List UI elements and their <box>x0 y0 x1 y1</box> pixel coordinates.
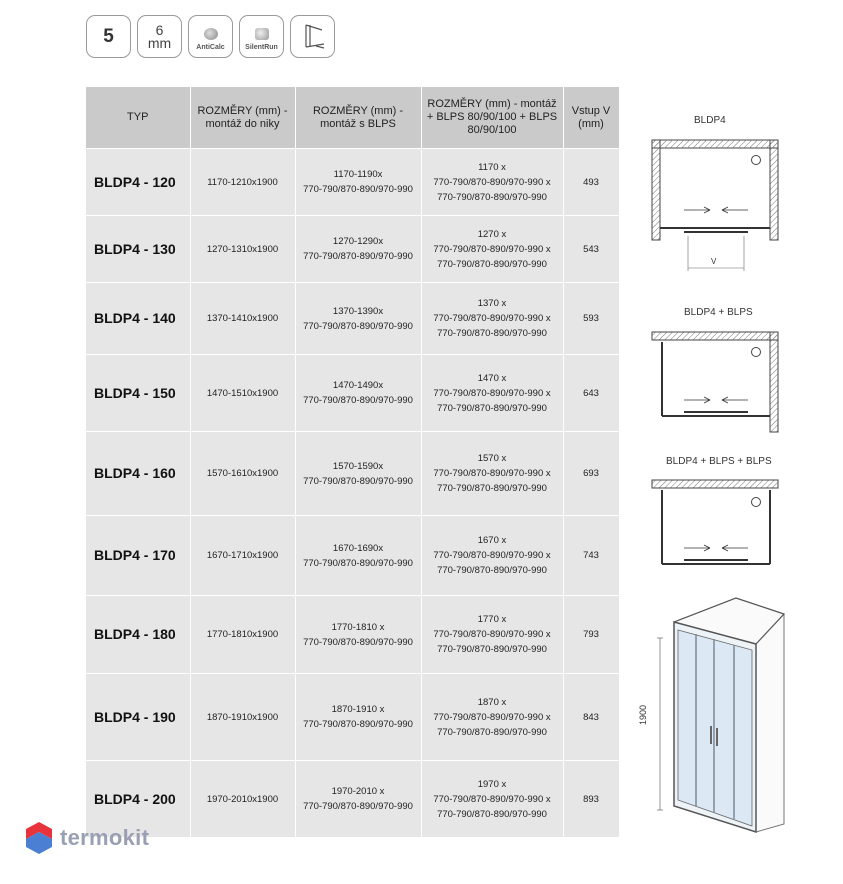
cell-niky: 1870-1910x1900 <box>190 674 295 761</box>
cell-line: 770-790/870-890/970-990 <box>303 395 413 406</box>
diagram-bldp4 <box>648 136 784 276</box>
cell-line: 770-790/870-890/970-990 <box>303 320 413 332</box>
termokit-logo-text: termokit <box>60 825 150 850</box>
cell-line: 770-790/870-890/970-990 <box>437 644 547 655</box>
cell-line: 770-790/870-890/970-990 <box>437 483 547 494</box>
cell-vstup: 593 <box>563 283 619 355</box>
cell-blps2 <box>421 761 563 838</box>
cell-line: 1170 x <box>478 161 506 173</box>
cell-line: 770-790/870-890/970-990 <box>437 328 547 339</box>
cell-line: 770-790/870-890/970-990 x <box>433 793 551 805</box>
cell-line: 1870 x <box>477 696 507 708</box>
cell-line: 770-790/870-890/970-990 <box>437 402 547 414</box>
cell-typ: BLDP4 - 160 <box>86 432 190 516</box>
header-blps2: ROZMĚRY (mm) - montáž + BLPS 80/90/100 + BLPS 80/90/100 <box>421 87 563 149</box>
cell-line: 770-790/870-890/970-990 <box>303 719 413 730</box>
cell-blps <box>295 674 421 761</box>
doors-count-badge <box>86 15 131 58</box>
sliding-door-icon <box>298 22 328 52</box>
cell-line: 770-790/870-890/970-990 <box>303 251 413 262</box>
table-row <box>86 674 619 761</box>
cell-line: 770-790/870-890/970-990 <box>303 184 413 195</box>
doors-count: 5 <box>103 25 114 47</box>
cell-vstup: 793 <box>563 596 619 674</box>
cell-line: 770-790/870-890/970-990 <box>437 808 547 820</box>
cell-blps2 <box>421 355 563 432</box>
cell-line: 770-790/870-890/970-990 <box>437 258 547 270</box>
table-row <box>86 432 619 516</box>
cell-line: 770-790/870-890/970-990 x <box>433 176 551 188</box>
cell-line: 770-790/870-890/970-990 x <box>433 387 551 399</box>
cell-blps <box>295 596 421 674</box>
silentrun-label: SilentRun <box>245 44 278 51</box>
cell-blps <box>295 149 421 216</box>
cell-typ: BLDP4 - 140 <box>86 283 190 355</box>
diagram-label-bldp4: BLDP4 <box>694 115 726 126</box>
cell-vstup: 543 <box>563 216 619 283</box>
table-row <box>86 355 619 432</box>
cell-vstup: 643 <box>563 355 619 432</box>
cell-line: 770-790/870-890/970-990 <box>437 726 547 738</box>
cell-blps2 <box>421 516 563 596</box>
anticalc-label: AntiCalc <box>196 44 225 51</box>
glass-thickness-unit: mm <box>147 34 172 51</box>
cell-typ: BLDP4 - 120 <box>86 149 190 216</box>
glass-thickness-value: 6 <box>155 21 164 38</box>
glass-thickness-badge <box>137 15 182 58</box>
cell-line: 1970-2010 x <box>331 786 385 797</box>
cell-niky: 1170-1210x1900 <box>190 149 295 216</box>
silentrun-badge <box>239 15 284 58</box>
diagram-label-bldp4-blps: BLDP4 + BLPS <box>684 307 753 318</box>
cell-blps2 <box>421 432 563 516</box>
cell-niky: 1270-1310x1900 <box>190 216 295 283</box>
cell-vstup: 493 <box>563 149 619 216</box>
cell-line: 1870-1910 x <box>331 704 385 715</box>
cell-line: 1270 x <box>477 228 507 240</box>
cell-vstup: 893 <box>563 761 619 838</box>
cell-typ: BLDP4 - 200 <box>86 761 190 838</box>
cell-line: 1670 x <box>477 535 507 546</box>
cell-line: 1470-1490x <box>332 380 384 391</box>
header-blps: ROZMĚRY (mm) - montáž s BLPS <box>295 87 421 149</box>
cell-line: 1770-1810 x <box>331 621 385 633</box>
cell-line: 770-790/870-890/970-990 <box>303 636 413 648</box>
cell-typ: BLDP4 - 150 <box>86 355 190 432</box>
cell-line: 1570 x <box>477 453 507 464</box>
cell-niky: 1670-1710x1900 <box>190 516 295 596</box>
cell-niky: 1370-1410x1900 <box>190 283 295 355</box>
dimension-v-label: V <box>711 257 717 266</box>
cell-niky: 1470-1510x1900 <box>190 355 295 432</box>
cell-vstup: 743 <box>563 516 619 596</box>
cell-blps <box>295 216 421 283</box>
cell-typ: BLDP4 - 170 <box>86 516 190 596</box>
cell-line: 770-790/870-890/970-990 <box>303 801 413 812</box>
cell-blps2 <box>421 283 563 355</box>
termokit-logo[interactable] <box>24 820 149 856</box>
termokit-logo-icon <box>24 820 54 856</box>
cell-vstup: 693 <box>563 432 619 516</box>
cell-line: 1670-1690x <box>332 542 384 554</box>
cell-niky: 1770-1810x1900 <box>190 596 295 674</box>
cell-blps <box>295 761 421 838</box>
diagram-bldp4-blps <box>648 328 784 438</box>
table-row <box>86 761 619 838</box>
cell-blps <box>295 283 421 355</box>
silentrun-icon <box>255 28 269 40</box>
cell-line: 770-790/870-890/970-990 x <box>433 629 551 640</box>
feature-badges <box>86 15 335 58</box>
cell-line: 1570-1590x <box>332 460 384 472</box>
cell-line: 770-790/870-890/970-990 x <box>433 550 551 561</box>
cell-typ: BLDP4 - 190 <box>86 674 190 761</box>
height-dimension-label: 1900 <box>638 704 648 725</box>
cell-niky: 1970-2010x1900 <box>190 761 295 838</box>
table-header-row <box>86 87 619 149</box>
cell-line: 770-790/870-890/970-990 x <box>433 468 551 479</box>
cell-line: 1170-1190x <box>333 169 383 180</box>
diagram-label-bldp4-blps-blps: BLDP4 + BLPS + BLPS <box>666 456 772 467</box>
cell-blps2 <box>421 216 563 283</box>
cell-line: 770-790/870-890/970-990 <box>303 557 413 569</box>
cell-typ: BLDP4 - 180 <box>86 596 190 674</box>
diagram-bldp4-blps-blps <box>648 476 784 576</box>
cell-line: 1370 x <box>477 298 507 309</box>
cell-niky: 1570-1610x1900 <box>190 432 295 516</box>
cell-blps2 <box>421 596 563 674</box>
cell-line: 1770 x <box>477 614 507 625</box>
anticalc-badge <box>188 15 233 58</box>
cell-line: 770-790/870-890/970-990 x <box>433 711 551 723</box>
header-niky: ROZMĚRY (mm) - montáž do niky <box>190 87 295 149</box>
cell-line: 1370-1390x <box>332 305 384 317</box>
cell-vstup: 843 <box>563 674 619 761</box>
table-row <box>86 283 619 355</box>
cell-typ: BLDP4 - 130 <box>86 216 190 283</box>
cell-line: 770-790/870-890/970-990 <box>303 475 413 487</box>
table-row <box>86 596 619 674</box>
sliding-door-badge <box>290 15 335 58</box>
cell-line: 770-790/870-890/970-990 <box>437 191 547 203</box>
table-row <box>86 149 619 216</box>
cell-blps <box>295 432 421 516</box>
shower-enclosure-illustration <box>640 594 790 839</box>
cell-blps <box>295 355 421 432</box>
cell-blps <box>295 516 421 596</box>
cell-line: 1470 x <box>477 372 507 384</box>
table-row <box>86 516 619 596</box>
table-row <box>86 216 619 283</box>
cell-blps2 <box>421 674 563 761</box>
cell-line: 770-790/870-890/970-990 <box>437 565 547 576</box>
header-vstup: Vstup V (mm) <box>563 87 619 149</box>
header-typ: TYP <box>86 87 190 149</box>
cell-line: 1270-1290x <box>332 236 384 247</box>
cell-line: 1970 x <box>477 778 507 790</box>
dimensions-table <box>86 87 620 838</box>
cell-line: 770-790/870-890/970-990 x <box>433 243 551 255</box>
cell-blps2 <box>421 149 563 216</box>
anticalc-icon <box>204 28 218 40</box>
cell-line: 770-790/870-890/970-990 x <box>433 313 551 324</box>
